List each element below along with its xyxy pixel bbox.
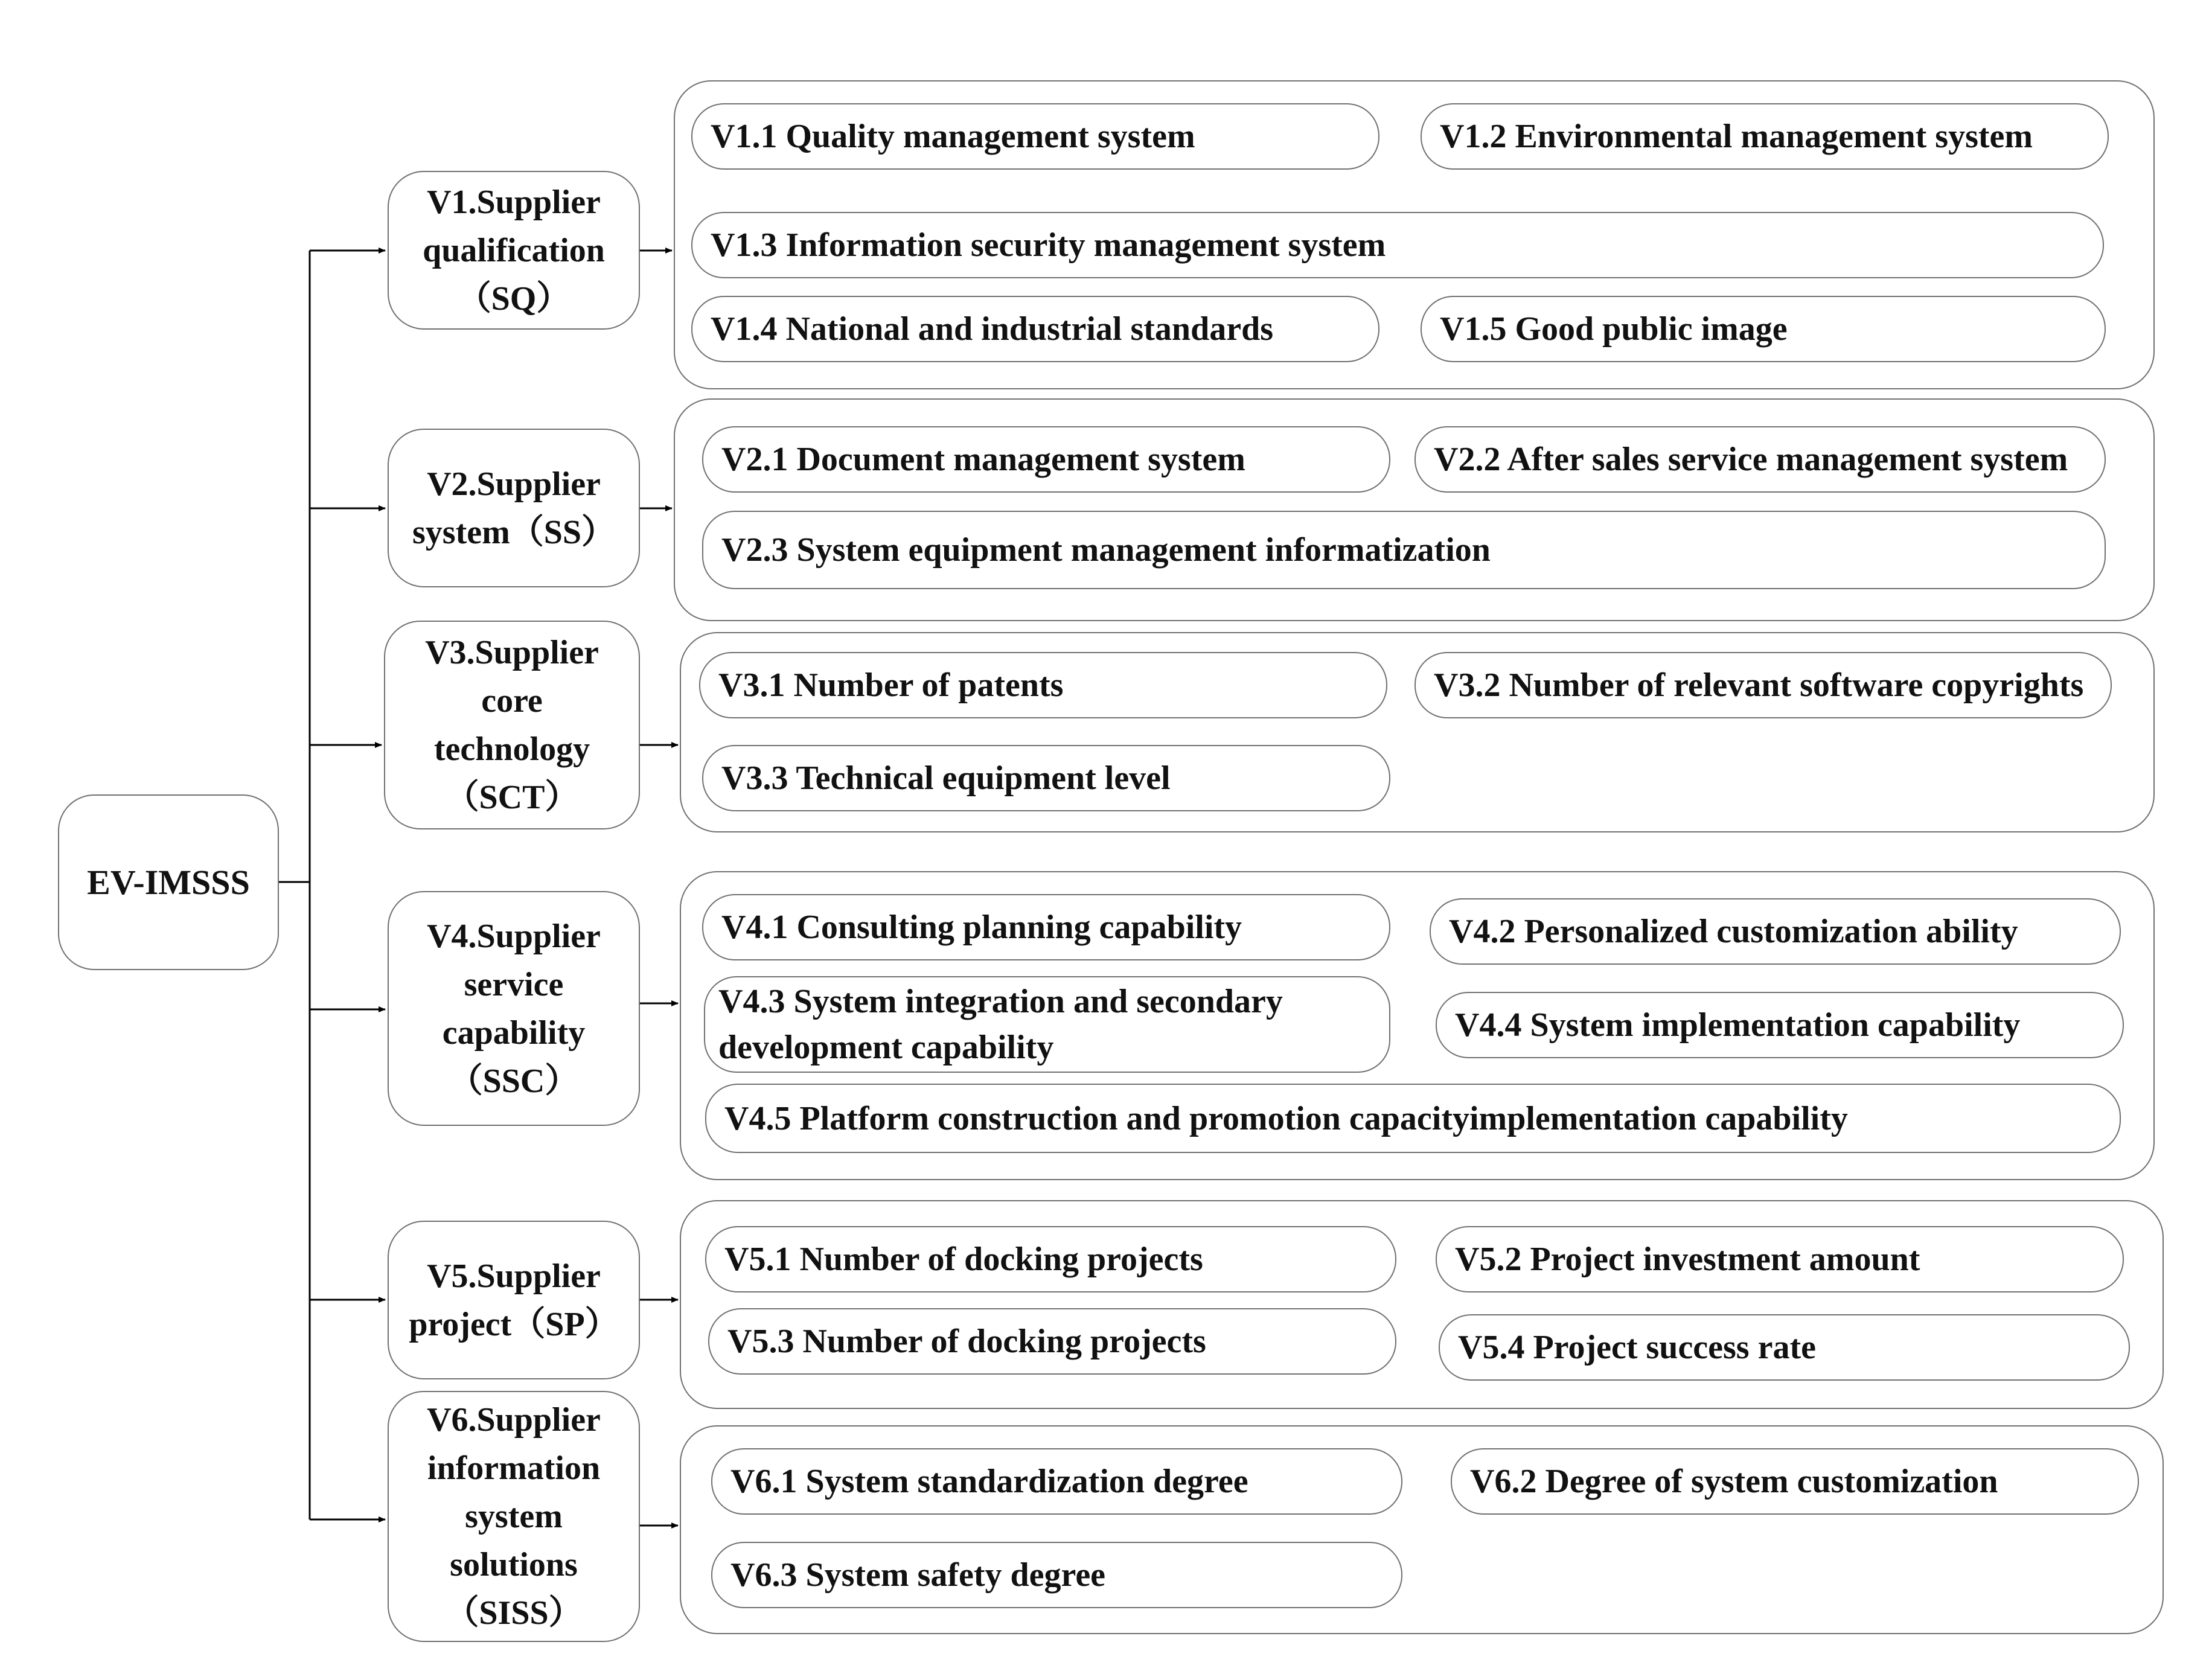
category-v4-node [388,891,640,1126]
category-v5-line-2: project（SP） [409,1305,619,1343]
category-v6-line-1: V6.Supplier [427,1401,601,1439]
category-v3-node [384,621,640,829]
category-v6-line-2: information [427,1449,601,1487]
category-v4-line-4: （SSC） [449,1062,579,1100]
item-v6-1: V6.1 System standardization degree [711,1448,1402,1515]
category-v5-node [388,1221,640,1379]
category-v6-line-3: system [465,1498,563,1535]
item-v4-1: V4.1 Consulting planning capability [702,894,1390,960]
category-v1-node [388,171,640,330]
item-v5-3: V5.3 Number of docking projects [708,1308,1396,1375]
category-v1-line-3: （SQ） [457,280,571,318]
item-v1-4: V1.4 National and industrial standards [691,296,1379,362]
category-v3-line-4: （SCT） [445,779,579,816]
root-label: EV-IMSSS [87,863,250,902]
category-v4-line-1: V4.Supplier [427,917,601,955]
item-v4-4: V4.4 System implementation capability [1436,992,2124,1058]
category-v3-line-3: technology [433,730,590,768]
category-v3-line-2: core [481,682,543,720]
item-v3-3: V3.3 Technical equipment level [702,745,1390,811]
item-v4-5: V4.5 Platform construction and promotion capacityimplementation capability [705,1084,2121,1153]
item-v2-3: V2.3 System equipment management informatization [702,511,2106,589]
root-node [58,794,279,970]
category-v4-line-3: capability [442,1014,586,1052]
category-v5-line-1: V5.Supplier [427,1257,601,1295]
item-v3-2: V3.2 Number of relevant software copyrights [1414,652,2112,718]
category-v3-line-1: V3.Supplier [425,634,599,671]
item-v5-1: V5.1 Number of docking projects [705,1226,1396,1292]
item-v5-4: V5.4 Project success rate [1439,1314,2130,1381]
category-v6-line-5: （SISS） [445,1594,583,1632]
category-v1-line-1: V1.Supplier [427,183,601,221]
item-v1-2: V1.2 Environmental management system [1421,103,2109,170]
category-v2-line-1: V2.Supplier [427,465,601,503]
category-v4-line-2: service [464,965,564,1003]
item-v5-2: V5.2 Project investment amount [1436,1226,2124,1292]
item-v1-3: V1.3 Information security management system [691,212,2104,278]
item-v6-3: V6.3 System safety degree [711,1542,1402,1608]
item-v1-5: V1.5 Good public image [1421,296,2106,362]
item-v1-1: V1.1 Quality management system [691,103,1379,170]
category-v6-line-4: solutions [450,1546,578,1583]
item-v6-2: V6.2 Degree of system customization [1451,1448,2139,1515]
item-v4-3: V4.3 System integration and secondary development capability [704,976,1390,1073]
item-v3-1: V3.1 Number of patents [699,652,1387,718]
category-v6-node [388,1391,640,1642]
category-v2-node [388,429,640,587]
item-v4-2: V4.2 Personalized customization ability [1430,898,2121,965]
category-v1-line-2: qualification [423,231,605,269]
item-v2-1: V2.1 Document management system [702,426,1390,493]
item-v2-2: V2.2 After sales service management system [1414,426,2106,493]
category-v2-line-2: system（SS） [412,513,616,551]
